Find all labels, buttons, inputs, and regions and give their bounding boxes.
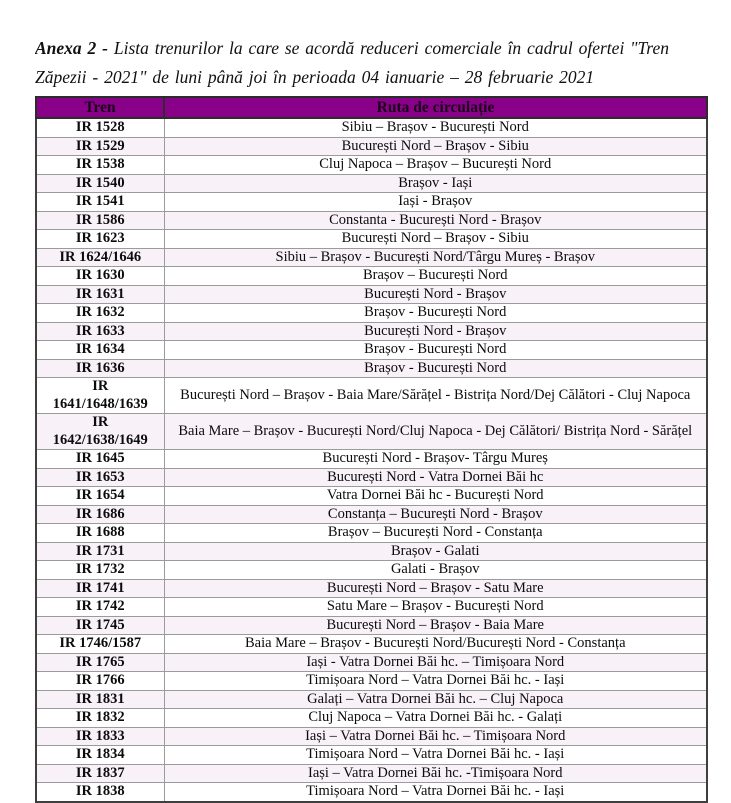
table-row	[36, 137, 707, 156]
route-cell: București Nord – Brașov - Baia Mare/Sărățel - Bistrița Nord/Dej Călători - Cluj Napoca	[164, 378, 707, 414]
route-cell: București Nord – Brașov - Satu Mare	[164, 579, 707, 598]
train-cell: IR 1631	[36, 285, 164, 304]
route-cell: Cluj Napoca – Brașov – București Nord	[164, 156, 707, 175]
table-row	[36, 118, 707, 137]
train-cell: IR 1686	[36, 505, 164, 524]
table-row	[36, 487, 707, 506]
train-cell: IR 1642/1638/1649	[36, 414, 164, 450]
table-row	[36, 727, 707, 746]
table-row	[36, 322, 707, 341]
route-cell: București Nord - Brașov	[164, 322, 707, 341]
document-title-line1	[35, 34, 731, 63]
table-row	[36, 690, 707, 709]
route-cell: Brașov - București Nord	[164, 359, 707, 378]
train-cell: IR 1833	[36, 727, 164, 746]
trains-table-body	[36, 118, 707, 802]
table-row	[36, 468, 707, 487]
route-cell: Brașov - București Nord	[164, 304, 707, 323]
route-cell: Sibiu – Brașov - București Nord/Târgu Mureș - Brașov	[164, 248, 707, 267]
train-cell: IR 1630	[36, 267, 164, 286]
train-cell: IR 1529	[36, 137, 164, 156]
document-title-line2: Zăpezii - 2021" de luni până joi în perioada 04 ianuarie – 28 februarie 2021	[35, 67, 595, 87]
train-cell: IR 1623	[36, 230, 164, 249]
table-row	[36, 211, 707, 230]
table-row	[36, 450, 707, 469]
route-cell: București Nord - Brașov- Târgu Mureș	[164, 450, 707, 469]
train-cell: IR 1838	[36, 783, 164, 802]
train-cell: IR 1742	[36, 598, 164, 617]
table-row	[36, 248, 707, 267]
route-cell: Baia Mare – Brașov - București Nord/Cluj Napoca - Dej Călători/ Bistrița Nord - Sărățel	[164, 414, 707, 450]
train-cell: IR 1653	[36, 468, 164, 487]
route-cell: Constanța – București Nord - Brașov	[164, 505, 707, 524]
table-row	[36, 746, 707, 765]
route-cell: Brașov – București Nord - Constanța	[164, 524, 707, 543]
document-title-prefix: Anexa 2 -	[35, 38, 114, 58]
train-cell: IR 1633	[36, 322, 164, 341]
table-row	[36, 230, 707, 249]
route-cell: Satu Mare – Brașov - București Nord	[164, 598, 707, 617]
table-row	[36, 616, 707, 635]
train-cell: IR 1645	[36, 450, 164, 469]
train-cell: IR 1641/1648/1639	[36, 378, 164, 414]
route-cell: București Nord - Vatra Dornei Băi hc	[164, 468, 707, 487]
table-row	[36, 783, 707, 802]
route-cell: Brașov - Galati	[164, 542, 707, 561]
route-cell: Timișoara Nord – Vatra Dornei Băi hc. - Iași	[164, 746, 707, 765]
route-cell: Timișoara Nord – Vatra Dornei Băi hc. - Iași	[164, 783, 707, 802]
table-row	[36, 653, 707, 672]
train-cell: IR 1636	[36, 359, 164, 378]
document-title-line1-text: Lista trenurilor la care se acordă reduceri comerciale în cadrul ofertei "Tren	[113, 38, 669, 58]
route-cell: Galați – Vatra Dornei Băi hc. – Cluj Napoca	[164, 690, 707, 709]
route-cell: Baia Mare – Brașov - București Nord/București Nord - Constanța	[164, 635, 707, 654]
table-row	[36, 304, 707, 323]
table-row	[36, 561, 707, 580]
table-row	[36, 378, 707, 414]
train-cell: IR 1731	[36, 542, 164, 561]
table-row	[36, 193, 707, 212]
route-cell: Galati - Brașov	[164, 561, 707, 580]
train-cell: IR 1632	[36, 304, 164, 323]
train-cell: IR 1586	[36, 211, 164, 230]
table-row	[36, 156, 707, 175]
train-cell: IR 1834	[36, 746, 164, 765]
route-cell: Constanta - București Nord - Brașov	[164, 211, 707, 230]
table-row	[36, 598, 707, 617]
table-row	[36, 359, 707, 378]
table-row	[36, 542, 707, 561]
train-cell: IR 1831	[36, 690, 164, 709]
train-cell: IR 1766	[36, 672, 164, 691]
table-row	[36, 414, 707, 450]
route-cell: Iași – Vatra Dornei Băi hc. -Timișoara Nord	[164, 764, 707, 783]
route-cell: Iași – Vatra Dornei Băi hc. – Timișoara Nord	[164, 727, 707, 746]
train-cell: IR 1540	[36, 174, 164, 193]
train-cell: IR 1538	[36, 156, 164, 175]
table-row	[36, 285, 707, 304]
route-cell: Sibiu – Brașov - București Nord	[164, 118, 707, 137]
train-cell: IR 1624/1646	[36, 248, 164, 267]
train-cell: IR 1746/1587	[36, 635, 164, 654]
trains-table-header	[36, 97, 707, 118]
train-cell: IR 1688	[36, 524, 164, 543]
route-cell: Iași - Brașov	[164, 193, 707, 212]
train-cell: IR 1654	[36, 487, 164, 506]
table-row	[36, 524, 707, 543]
route-cell: Iași - Vatra Dornei Băi hc. – Timișoara Nord	[164, 653, 707, 672]
document-title	[35, 34, 731, 92]
route-cell: Brașov – București Nord	[164, 267, 707, 286]
train-cell: IR 1745	[36, 616, 164, 635]
column-header-tren: Tren	[36, 97, 164, 118]
train-cell: IR 1528	[36, 118, 164, 137]
train-cell: IR 1741	[36, 579, 164, 598]
route-cell: Vatra Dornei Băi hc - București Nord	[164, 487, 707, 506]
route-cell: Brașov - Iași	[164, 174, 707, 193]
table-row	[36, 764, 707, 783]
table-row	[36, 672, 707, 691]
table-row	[36, 579, 707, 598]
route-cell: București Nord - Brașov	[164, 285, 707, 304]
route-cell: Timișoara Nord – Vatra Dornei Băi hc. - Iași	[164, 672, 707, 691]
route-cell: București Nord – Brașov - Baia Mare	[164, 616, 707, 635]
train-cell: IR 1765	[36, 653, 164, 672]
route-cell: București Nord – Brașov - Sibiu	[164, 230, 707, 249]
train-cell: IR 1732	[36, 561, 164, 580]
table-row	[36, 709, 707, 728]
trains-table	[35, 96, 708, 803]
route-cell: București Nord – Brașov - Sibiu	[164, 137, 707, 156]
table-row	[36, 174, 707, 193]
table-row	[36, 267, 707, 286]
train-cell: IR 1837	[36, 764, 164, 783]
table-row	[36, 341, 707, 360]
route-cell: Brașov - București Nord	[164, 341, 707, 360]
table-row	[36, 505, 707, 524]
column-header-ruta: Ruta de circulație	[164, 97, 707, 118]
train-cell: IR 1634	[36, 341, 164, 360]
table-row	[36, 635, 707, 654]
train-cell: IR 1832	[36, 709, 164, 728]
train-cell: IR 1541	[36, 193, 164, 212]
route-cell: Cluj Napoca – Vatra Dornei Băi hc. - Galați	[164, 709, 707, 728]
